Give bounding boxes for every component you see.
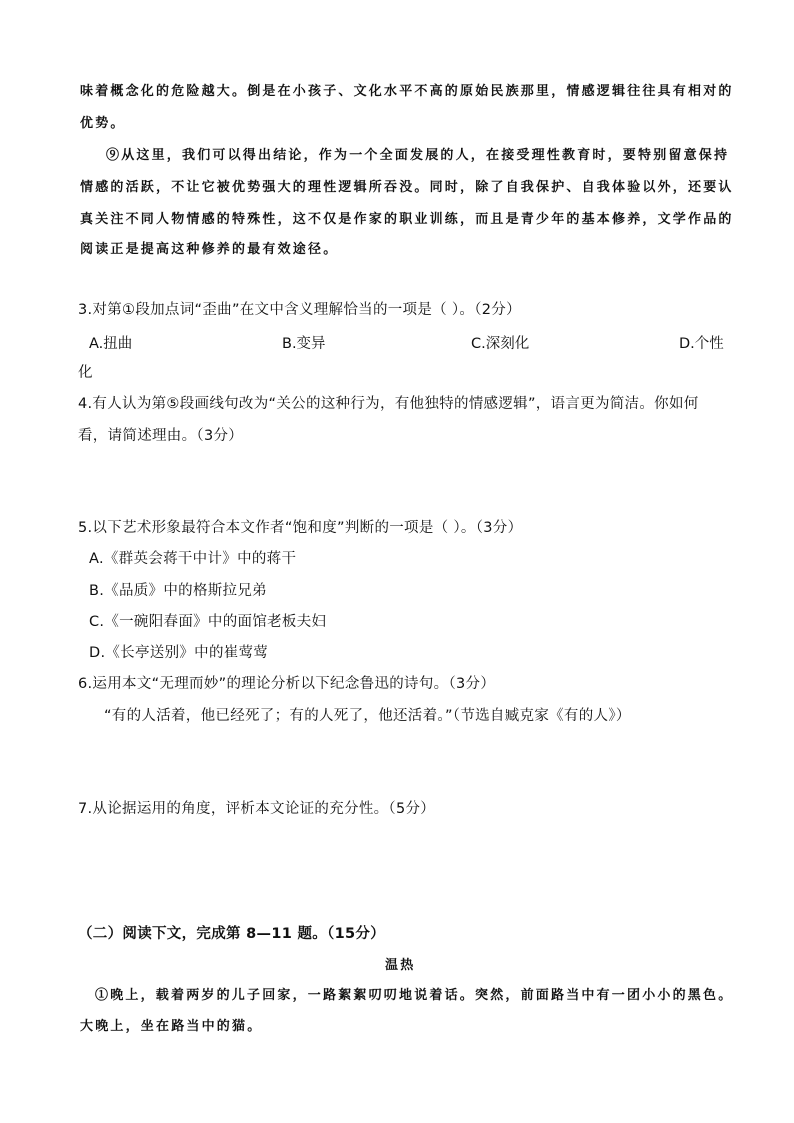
- section-2-title: 温热: [385, 958, 416, 973]
- section-2-heading: （二）阅读下文，完成第 8—11 题。（15分）: [78, 926, 385, 942]
- question-5-stem: 5.以下艺术形象最符合本文作者“饱和度”判断的一项是（ ）。（3分）: [78, 520, 523, 536]
- question-7-stem: 7.从论据运用的角度，评析本文论证的充分性。（5分）: [78, 801, 436, 817]
- question-3-stem: 3.对第①段加点词“歪曲”在文中含义理解恰当的一项是（ ）。（2分）: [78, 302, 521, 318]
- passage-p8-line2: 优势。: [80, 116, 126, 131]
- passage-p9-line4: 阅读正是提高这种修养的最有效途径。: [80, 242, 339, 257]
- question-5-option-d: D.《长亭送别》中的崔莺莺: [89, 645, 269, 661]
- question-3-option-a: A.扭曲: [89, 336, 133, 352]
- question-3-options: [89, 332, 729, 354]
- question-3-option-c: C.深刻化: [471, 336, 530, 352]
- passage-p9-line1: ⑨从这里，我们可以得出结论，作为一个全面发展的人，在接受理性教育时，要特别留意保持: [106, 148, 730, 163]
- passage-p8-line1: 味着概念化的危险越大。倒是在小孩子、文化水平不高的原始民族那里，情感逻辑往往具有相对的: [80, 84, 734, 99]
- question-5-option-a: A.《群英会蒋干中计》中的蒋干: [89, 551, 297, 567]
- passage-p9-line2: 情感的活跃，不让它被优势强大的理性逻辑所吞没。同时，除了自我保护、自我体验以外，还要认: [80, 180, 734, 195]
- question-5-option-c: C.《一碗阳春面》中的面馆老板夫妇: [89, 614, 327, 630]
- section-2-p1-line1: ①晚上，载着两岁的儿子回家，一路絮絮叨叨地说着话。突然，前面路当中有一团小小的黑色。: [95, 988, 734, 1003]
- question-4-line2: 看，请简述理由。（3分）: [78, 428, 244, 444]
- question-3-option-d-wrap: 化: [78, 365, 93, 381]
- question-6-stem: 6.运用本文“无理而妙”的理论分析以下纪念鲁迅的诗句。（3分）: [78, 676, 496, 692]
- question-3-option-d: D.个性: [679, 336, 724, 352]
- question-6-quote: “有的人活着，他已经死了；有的人死了，他还活着。”（节选自臧克家《有的人》）: [104, 708, 631, 724]
- section-2-p1-line2: 大晚上，坐在路当中的猫。: [80, 1019, 263, 1034]
- question-5-option-b: B.《品质》中的格斯拉兄弟: [89, 583, 267, 599]
- question-3-option-b: B.变异: [282, 336, 326, 352]
- passage-p9-line3: 真关注不同人物情感的特殊性，这不仅是作家的职业训练，而且是青少年的基本修养，文学作品的: [80, 212, 734, 227]
- question-4-line1: 4.有人认为第⑤段画线句改为“关公的这种行为，有他独特的情感逻辑”，语言更为简洁。你如何: [78, 396, 699, 412]
